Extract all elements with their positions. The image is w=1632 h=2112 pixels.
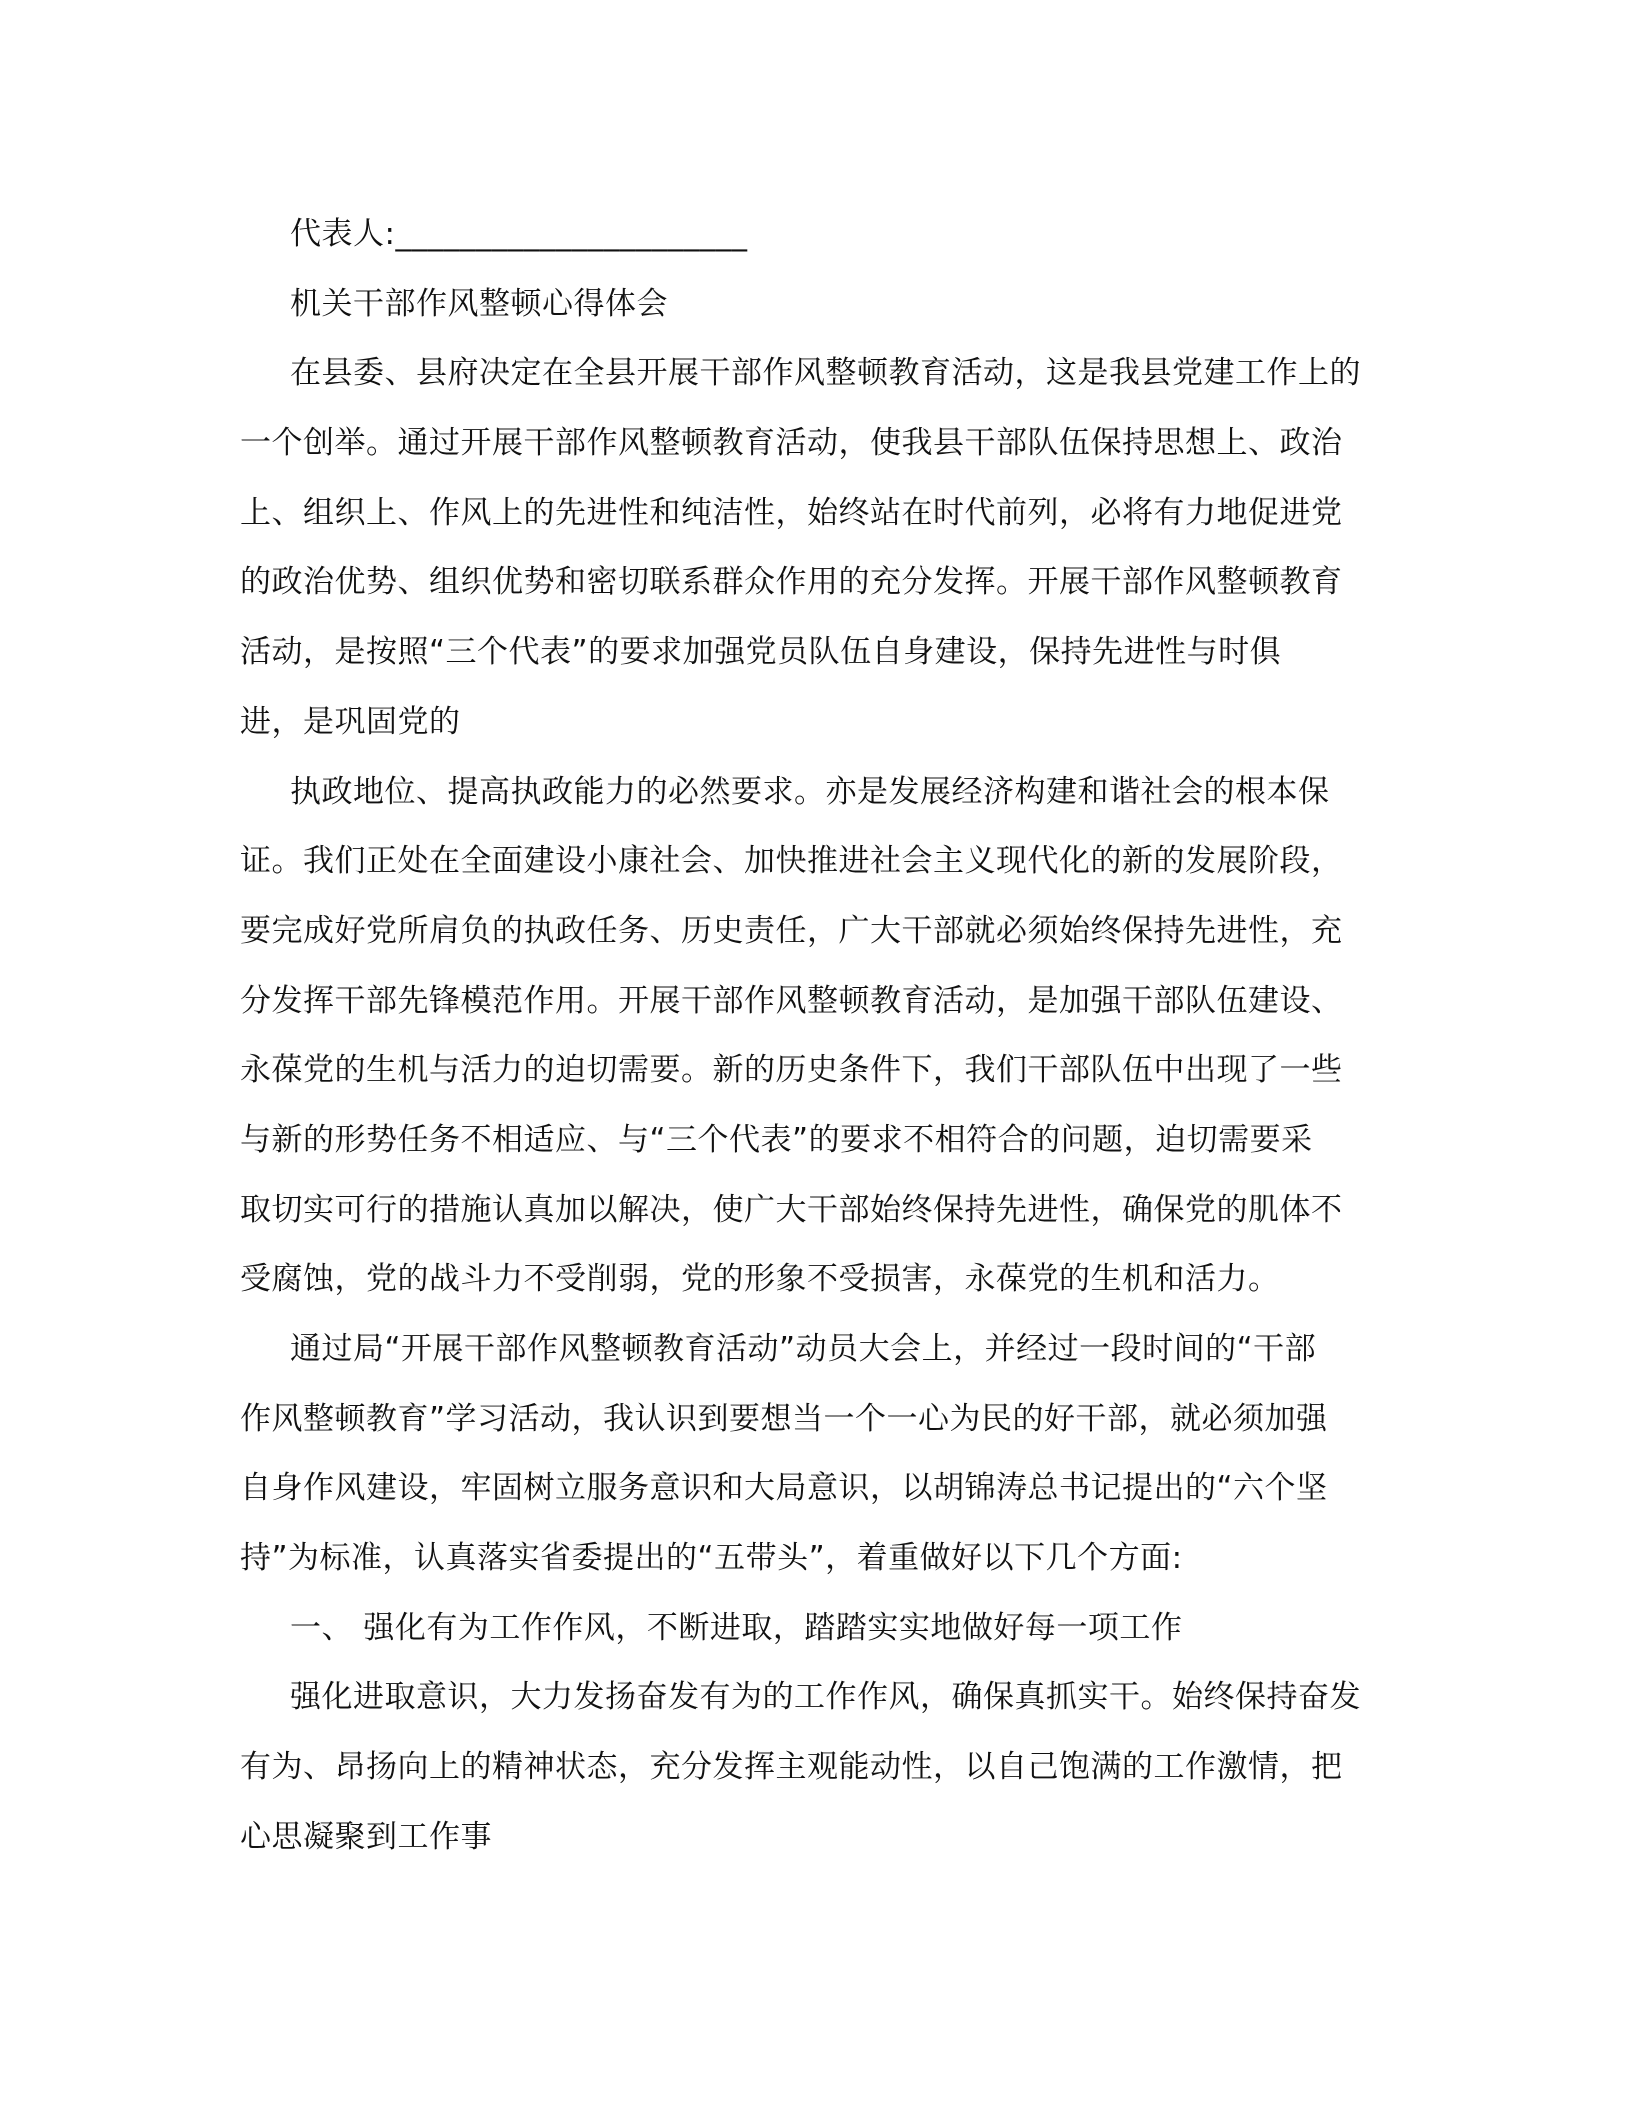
paragraph-line: 心思凝聚到工作事 xyxy=(240,1818,492,1855)
paragraph-line: 与新的形势任务不相适应、与“三个代表”的要求不相符合的问题，迫切需要采 xyxy=(240,1121,1313,1158)
paragraph-line: 受腐蚀，党的战斗力不受削弱，党的形象不受损害，永葆党的生机和活力。 xyxy=(240,1261,1280,1298)
document-title: 机关干部作风整顿心得体会 xyxy=(290,285,668,322)
paragraph-line: 作风整顿教育”学习活动，我认识到要想当一个一心为民的好干部，就必须加强 xyxy=(240,1400,1328,1437)
paragraph-line: 要完成好党所肩负的执政任务、历史责任，广大干部就必须始终保持先进性，充 xyxy=(240,912,1343,949)
paragraph-line: 活动，是按照“三个代表”的要求加强党员队伍自身建设，保持先进性与时俱 xyxy=(240,634,1282,671)
paragraph-line: 上、组织上、作风上的先进性和纯洁性，始终站在时代前列，必将有力地促进党 xyxy=(240,494,1343,531)
paragraph-line: 分发挥干部先锋模范作用。开展干部作风整顿教育活动，是加强干部队伍建设、 xyxy=(240,982,1343,1019)
paragraph-line: 强化进取意识，大力发扬奋发有为的工作作风，确保真抓实干。始终保持奋发 xyxy=(290,1679,1361,1716)
document-body xyxy=(240,200,1380,1873)
paragraph-line: 有为、昂扬向上的精神状态，充分发挥主观能动性，以自己饱满的工作激情，把 xyxy=(240,1749,1343,1786)
paragraph-line: 取切实可行的措施认真加以解决，使广大干部始终保持先进性，确保党的肌体不 xyxy=(240,1191,1343,1228)
paragraph-line: 自身作风建设，牢固树立服务意识和大局意识，以胡锦涛总书记提出的“六个坚 xyxy=(240,1470,1328,1507)
paragraph-line: 通过局“开展干部作风整顿教育活动”动员大会上，并经过一段时间的“干部 xyxy=(290,1331,1317,1367)
representative-label: 代表人:______________________ xyxy=(290,216,748,252)
paragraph-line: 证。我们正处在全面建设小康社会、加快推进社会主义现代化的新的发展阶段， xyxy=(240,843,1343,880)
paragraph-line: 执政地位、提高执政能力的必然要求。亦是发展经济构建和谐社会的根本保 xyxy=(290,773,1330,810)
paragraph-line: 的政治优势、组织优势和密切联系群众作用的充分发挥。开展干部作风整顿教育 xyxy=(240,564,1343,601)
paragraph-line: 一个创举。通过开展干部作风整顿教育活动，使我县干部队伍保持思想上、政治 xyxy=(240,425,1343,462)
paragraph-line: 进，是巩固党的 xyxy=(240,703,461,740)
paragraph-line: 永葆党的生机与活力的迫切需要。新的历史条件下，我们干部队伍中出现了一些 xyxy=(240,1052,1343,1089)
paragraph-line: 在县委、县府决定在全县开展干部作风整顿教育活动，这是我县党建工作上的 xyxy=(290,355,1361,392)
paragraph-line: 持”为标准，认真落实省委提出的“五带头”，着重做好以下几个方面: xyxy=(240,1540,1183,1577)
section-heading: 一、 强化有为工作作风，不断进取，踏踏实实地做好每一项工作 xyxy=(290,1609,1183,1646)
